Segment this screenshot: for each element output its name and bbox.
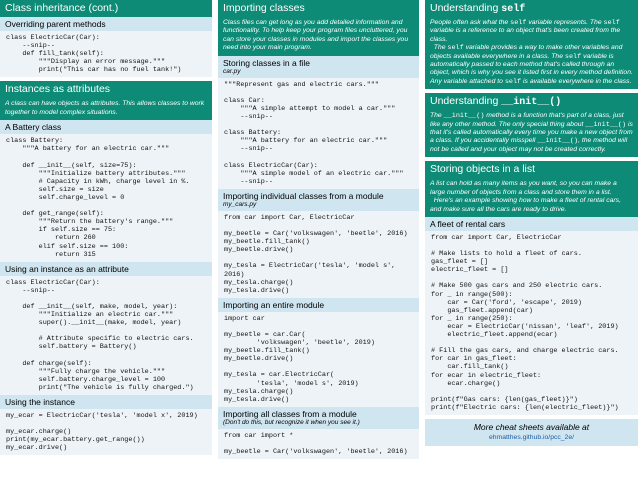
code-battery-class: class Battery: """A battery for an electric car.""" def __init__(self, size=75): """Initialize battery attributes.""" # Capacity in kWh, charge level in %. self.size = size self.charge_level = 0 def get_range(self): """Return the battery's range.""" if self.size == 75: return 260 elif self.size == 100: return 315 [0, 134, 212, 261]
description-understanding-self [425, 17, 638, 89]
footer-more-cheat-sheets [425, 419, 638, 446]
code-using-instance: my_ecar = ElectricCar('tesla', 'model x', 2019) my_ecar.charge() print(my_ecar.battery.get_range()) my_ecar.drive() [0, 409, 212, 455]
storing-desc-text: A list can hold as many items as you want, so you can make a large number of objects from a class and store them in a list. [430, 180, 617, 196]
self-desc-text: is available everywhere in the class. [521, 77, 632, 85]
self-desc-code: self [564, 52, 582, 61]
subheader-battery-class: A Battery class [0, 120, 212, 134]
subheader-storing-classes [218, 56, 419, 78]
section-title-importing-classes: Importing classes [218, 0, 419, 17]
subheader-instance-as-attribute: Using an instance as an attribute [0, 262, 212, 276]
code-importing-all: from car import * my_beetle = Car('volkswagen', 'beetle', 2016) [218, 429, 419, 459]
subheader-importing-individual-label: Importing individual classes from a module [223, 190, 384, 201]
code-importing-entire-module: import car my_beetle = car.Car( 'volkswagen', 'beetle', 2019) my_beetle.fill_tank() my_beetle.drive() my_tesla = car.ElectricCar( 'tesla', 'model s', 2019) my_tesla.charge() my_tesla.drive() [218, 312, 419, 407]
subheader-importing-entire-module: Importing an entire module [218, 298, 419, 312]
code-storing-classes: """Represent gas and electric cars.""" class Car: """A simple attempt to model a car.""" --snip-- class Battery: """A battery for an electric car.""" --snip-- class ElectricCar(Car): """A simple model of an electric car.""" --snip-- [218, 78, 419, 189]
section-title-understanding-init [425, 93, 638, 110]
footer-link[interactable]: ehmatthes.github.io/pcc_2e/ [488, 433, 575, 441]
filename-my-cars-py: my_cars.py [223, 200, 257, 208]
description-storing-objects [425, 178, 638, 217]
note-dont-do-this: (Don't do this, but recognize it when you see it.) [223, 418, 360, 426]
code-fleet-rental-cars: from car import Car, ElectricCar # Make lists to hold a fleet of cars. gas_fleet = [] electric_fleet = [] # Make 500 gas cars and 250 electric cars. for _ in range(500): car = Car('ford', 'escape', 2019) gas_fleet.append(car) for _ in range(250): ecar = ElectricCar('nissan', 'leaf', 2019) electric_fleet.append(ecar) # Fill the gas cars, and charge electric cars. for car in gas_fleet: car.fill_tank() for ecar in electric_fleet: ecar.charge() print(f"Gas cars: {len(gas_fleet)}") print(f"Electric cars: {len(electric_fleet)}") [425, 231, 638, 415]
column-class-inheritance [0, 0, 212, 493]
init-desc-text: , the method will not be called and your object may not be created correctly. [430, 137, 628, 153]
footer-text: More cheat sheets available at [473, 421, 590, 432]
self-desc-text: variable is automatically passed to each method that's called through an object, which is why you see it listed first in every method definition. Any variable attached to [430, 52, 633, 85]
description-importing-classes: Class files can get long as you add detailed information and functionality. To help keep your program files uncluttered, you can store your classes in modules and import the classes you need into your main program. [218, 17, 419, 56]
section-title-storing-objects: Storing objects in a list [425, 161, 638, 178]
self-desc-text: variable represents. The [526, 19, 604, 26]
column-understanding [425, 0, 638, 493]
subheader-using-instance: Using the instance [0, 395, 212, 409]
init-desc-code: __init__() [585, 120, 627, 129]
init-desc-text: method is a function that's part of a class, just like any other method. The only special thing about [430, 112, 624, 128]
subheader-fleet-rental-cars: A fleet of rental cars [425, 217, 638, 231]
self-desc-code: self [504, 77, 522, 86]
code-instance-as-attribute: class ElectricCar(Car): --snip-- def __init__(self, make, model, year): """Initialize an electric car.""" super().__init__(make, model, year) # Attribute specific to electric cars. self.battery = Battery() def charge(self): """Fully charge the vehicle.""" self.battery.charge_level = 100 print("The vehicle is fully charged.") [0, 276, 212, 395]
title-self-prefix: Understanding [430, 2, 502, 14]
init-desc-text: The [430, 112, 444, 120]
subheader-storing-classes-label: Storing classes in a file [223, 57, 310, 68]
self-desc-code: self [603, 19, 620, 27]
description-understanding-init [425, 110, 638, 157]
subheader-importing-individual [218, 189, 419, 211]
storing-desc-text: Here's an example showing how to make a fleet of rental cars, and make sure all the cars are ready to drive. [430, 197, 621, 213]
code-importing-individual: from car import Car, ElectricCar my_beetle = Car('volkswagen', 'beetle', 2016) my_beetle.fill_tank() my_beetle.drive() my_tesla = ElectricCar('tesla', 'model s', 2016) my_tesla.charge() my_tesla.drive() [218, 211, 419, 298]
subheader-overriding-methods: Overriding parent methods [0, 17, 212, 31]
self-desc-text: The [433, 44, 448, 52]
filename-car-py: car.py [223, 67, 241, 75]
title-self-code: self [501, 4, 526, 15]
subheader-importing-all [218, 407, 419, 429]
section-title-class-inheritance: Class inheritance (cont.) [0, 0, 212, 17]
init-desc-code: __init__() [537, 137, 579, 146]
column-importing-classes [218, 0, 419, 493]
init-desc-code: __init__() [443, 112, 485, 121]
self-desc-code: self [510, 19, 527, 27]
description-instances-attributes: A class can have objects as attributes. This allows classes to work together to model complex situations. [0, 98, 212, 120]
section-title-understanding-self [425, 0, 638, 17]
code-overriding-methods: class ElectricCar(Car): --snip-- def fill_tank(self): """Display an error message.""" print("This car has no fuel tank!") [0, 31, 212, 77]
init-desc-text: is that it's called automatically every time you make a new object from a class. If you accidentally misspell [430, 120, 633, 145]
self-desc-text: variable is a reference to an object that's been created from the class. [430, 27, 621, 43]
self-desc-code: self [447, 44, 464, 53]
title-init-prefix: Understanding [430, 95, 502, 108]
subheader-importing-all-label: Importing all classes from a module [223, 408, 357, 419]
self-desc-text: People often ask what the [430, 19, 511, 26]
section-title-instances-attributes: Instances as attributes [0, 81, 212, 98]
self-desc-text: variable provides a way to make other variables and objects available everywhere in a class. The [430, 44, 623, 60]
title-init-code: __init__() [501, 97, 562, 109]
